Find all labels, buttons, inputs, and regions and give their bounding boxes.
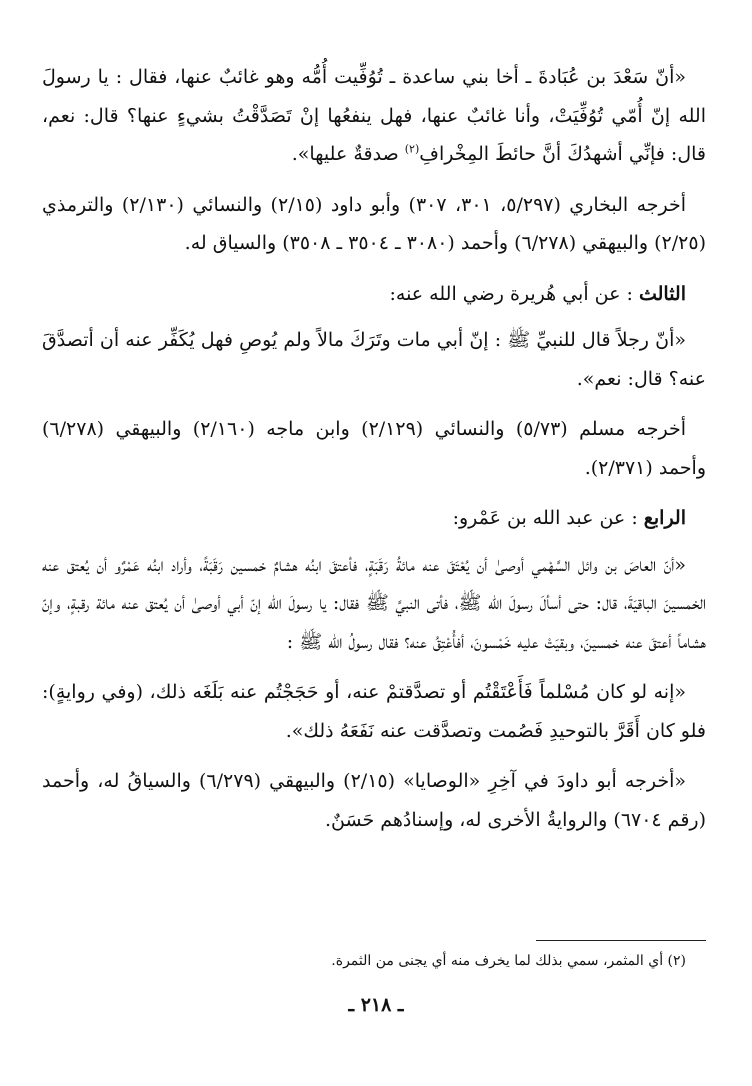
hadith-text-1-end: صدقةٌ عليها».: [291, 143, 405, 165]
footnote: (٢) أي المثمر، سمي بذلك لما يخرف منه أي يجنى من الثمرة.: [331, 953, 686, 969]
hadith-text-1-main: «أنّ سَعْدَ بن عُبَادةَ ـ أخا بني ساعدة ـ تُوُفِّيت أُمُّه وهو غائبٌ عنها، فقال : يا رسولَ الله إنّ أُمّي تُوُفِّيَتْ، وأنا غائبٌ عنها، فهل ينفعُها إنْ تَصَدَّقْتُ بشيءٍ عنها؟ قال: نعم، قال: فإنِّي أشهدُكَ أنَّ حائطَ المِخْرافِ: [42, 66, 706, 165]
hadith-text-4: «إنه لو كان مُسْلماً فَأَعْتَقْتُم أو تصدَّقتمْ عنه، أو حَجَجْتُم عنه بَلَغَه ذلك، (وفي روايةٍ): فلو كان أَقَرَّ بالتوحيدِ فَصُمت وتصدَّقت عنه نَفَعَهُ ذلك».: [42, 681, 706, 742]
hadith-text-3: «أنّ العاصَ بن وائل السَّهْمي أوصىٰ أن يُعْتَقَ عنه مائةُ رَقَبَةٍ، فأعتقَ ابنُه هشامٌ خمسين رَقَبَةً، وأراد ابنُه عَمْرٌو أن يُعتق عنه الخمسينَ الباقيَةَ، قال: حتى أسألَ رسولَ الله ﷺ، فأتى النبيَّ ﷺ فقال: يا رسولَ الله إنّ أبي أوصىٰ أن يُعتق عنه مائة رقبةٍ، وإنّ هشاماً أعتقَ عنه خمسينَ، وبقيَتْ عليه خَمْسونَ، أفأُعْتِقُ عنه؟ فقال رسولُ الله ﷺ :: [42, 553, 706, 653]
heading-rest-fourth: : عن عبد الله بن عَمْرو:: [452, 507, 638, 529]
heading-rest-third: : عن أبي هُريرة رضي الله عنه:: [389, 282, 633, 305]
takhrij-2: أخرجه مسلم (٥/٧٣) والنسائي (٢/١٢٩) وابن ماجه (٢/١٦٠) والبيهقي (٦/٢٧٨) وأحمد (٢/٣٧١).: [42, 418, 706, 479]
section-heading-third: [42, 275, 706, 314]
page-number: ـ ٢١٨ ـ: [348, 994, 404, 1016]
page-body: [42, 58, 706, 851]
takhrij-1: أخرجه البخاري (٥/٢٩٧، ٣٠١، ٣٠٧) وأبو داود (٢/١٥) والنسائي (٢/١٣٠) والترمذي (٢/٢٥) والبيهقي (٦/٢٧٨) وأحمد (٣٠٨٠ ـ ٣٥٠٤ ـ ٣٥٠٨) والسياق له.: [42, 193, 706, 254]
section-heading-fourth: [42, 499, 706, 538]
heading-label-third: الثالث: [638, 282, 686, 305]
takhrij-3: «أخرجه أبو داودَ في آخِرِ «الوصايا» (٢/١٥) والبيهقي (٦/٢٧٩) والسياقُ له، وأحمد (رقم ٦٧٠٤) والروايةُ الأخرى له، وإسنادُهم حَسَنٌ.: [42, 770, 706, 831]
hadith-text-2: «أنّ رجلاً قال للنبيِّ ﷺ : إنّ أبي مات وتَرَكَ مالاً ولم يُوصِ فهل يُكَفِّر عنه أن أتصدَّقَ عنه؟ قال: نعم».: [42, 329, 706, 390]
heading-label-fourth: الرابع: [643, 507, 686, 529]
hadith-text-1: [42, 58, 706, 174]
footnote-divider: [536, 940, 706, 941]
footnote-ref: (٢): [404, 142, 420, 156]
